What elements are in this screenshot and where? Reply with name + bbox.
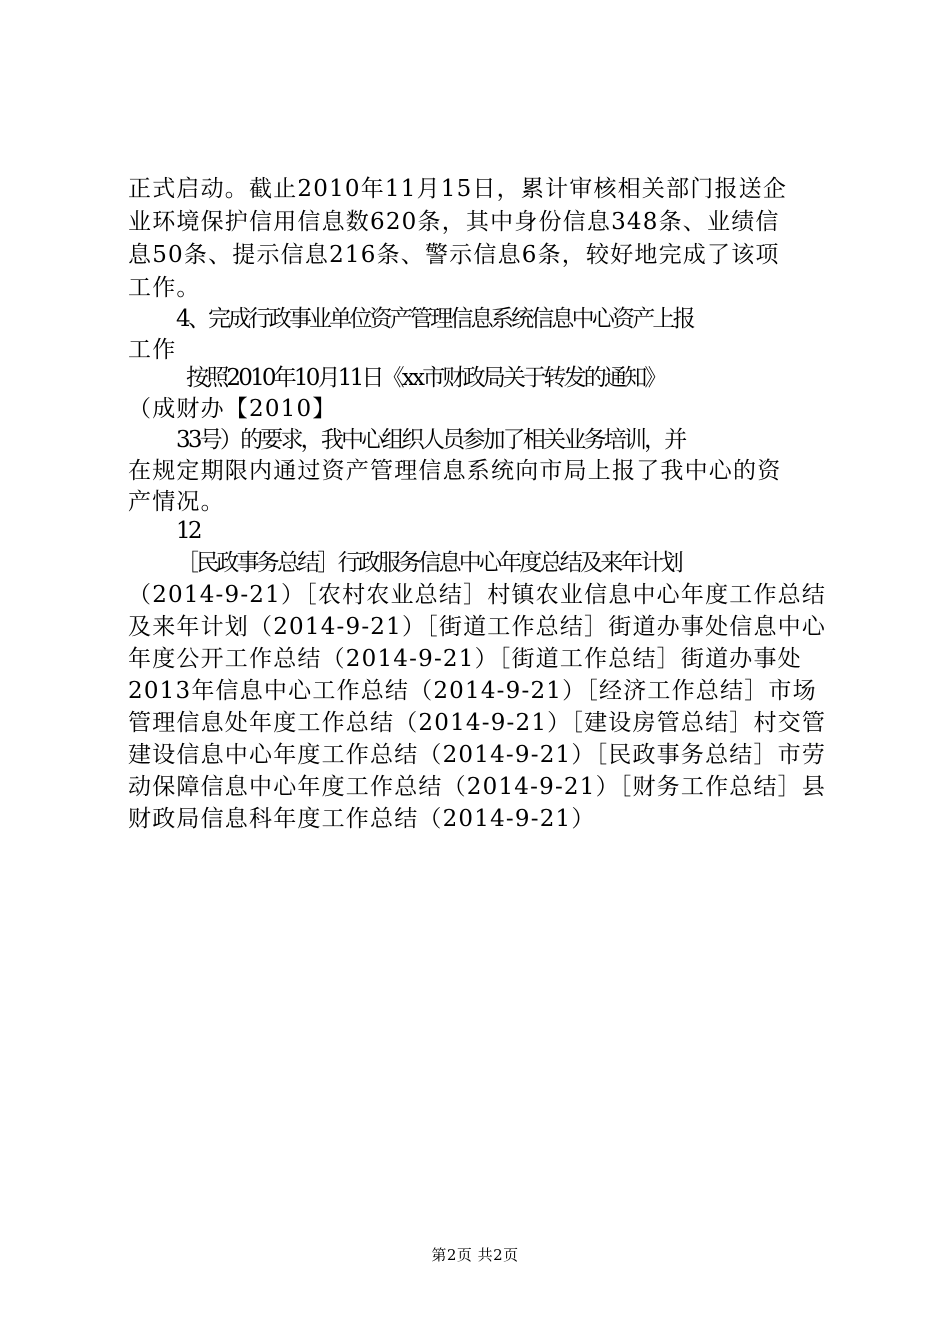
body-text-line: 33号）的要求，我中心组织人员参加了相关业务培训，并: [176, 427, 685, 453]
body-text-line: 工作。: [128, 275, 201, 301]
page-footer: 第2页 共2页: [431, 1246, 519, 1264]
related-links-line: 年度公开工作总结（2014-9-21）［街道工作总结］街道办事处: [128, 646, 802, 672]
body-text-line: 正式启动。截止2010年11月15日，累计审核相关部门报送企: [128, 176, 788, 202]
body-text-line: 产情况。: [128, 489, 225, 515]
related-links-line: 管理信息处年度工作总结（2014-9-21）［建设房管总结］村交管: [128, 710, 827, 736]
body-text-line: 业环境保护信用信息数620条，其中身份信息348条、业绩信: [128, 209, 780, 235]
body-text-line: 息50条、提示信息216条、警示信息6条，较好地完成了该项: [128, 242, 780, 268]
related-links-line: 及来年计划（2014-9-21）［街道工作总结］街道办事处信息中心: [128, 614, 827, 640]
page-number-text: 12: [176, 518, 200, 544]
section-heading-line: 工作: [128, 337, 177, 363]
related-links-line: 2013年信息中心工作总结（2014-9-21）［经济工作总结］市场: [128, 678, 817, 704]
related-links-line: 建设信息中心年度工作总结（2014-9-21）［民政事务总结］市劳: [128, 742, 827, 768]
body-text-line: 按照2010年10月11日《xx市财政局关于转发的通知》: [186, 365, 665, 391]
body-text-line: 在规定期限内通过资产管理信息系统向市局上报了我中心的资: [128, 458, 782, 484]
related-links-line: 财政局信息科年度工作总结（2014-9-21）: [128, 806, 596, 832]
related-links-line: ［民政事务总结］行政服务信息中心年度总结及来年计划: [176, 550, 682, 576]
related-links-line: （2014-9-21）［农村农业总结］村镇农业信息中心年度工作总结: [128, 582, 827, 608]
section-heading-line: 4、完成行政事业单位资产管理信息系统信息中心资产上报: [176, 306, 693, 332]
related-links-line: 动保障信息中心年度工作总结（2014-9-21）［财务工作总结］县: [128, 774, 827, 800]
body-text-line: （成财办【2010】: [128, 396, 337, 422]
